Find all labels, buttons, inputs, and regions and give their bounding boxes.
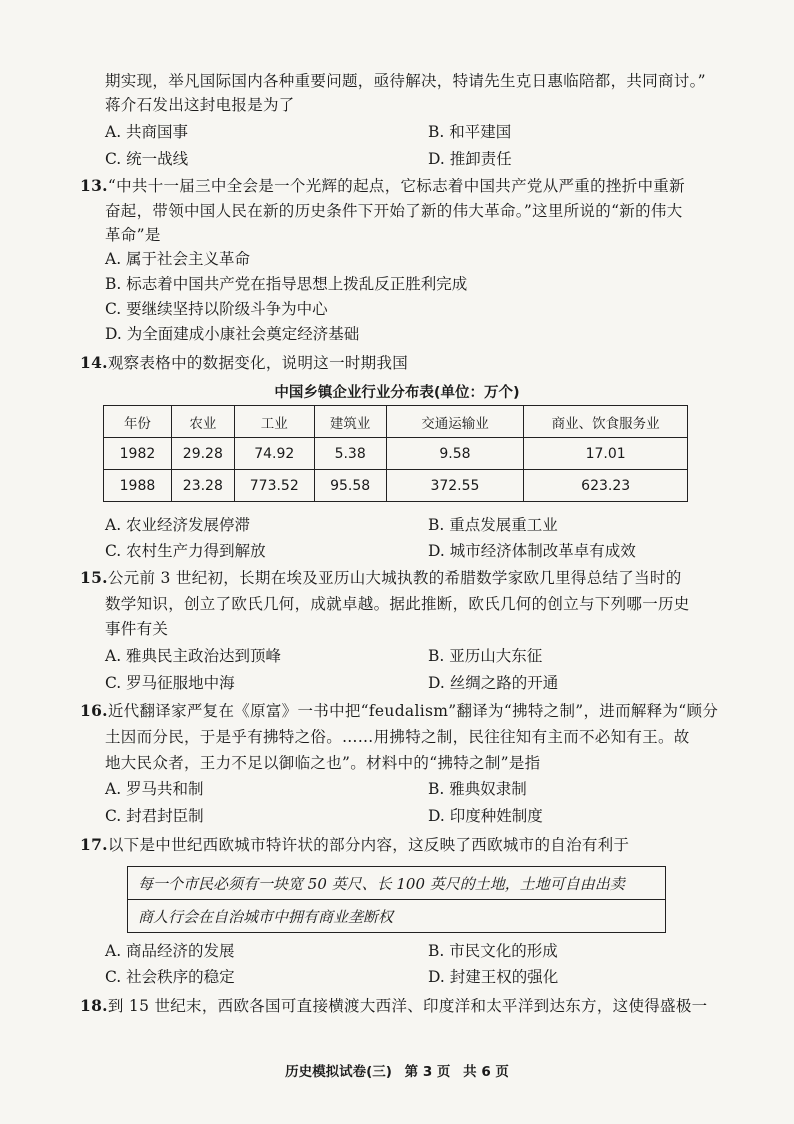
quote-row xyxy=(128,900,666,933)
q16-number: 16. xyxy=(80,701,108,720)
q14-option-c: C. 农村生产力得到解放 xyxy=(105,542,266,560)
q16-text-1: 近代翻译家严复在《原富》一书中把“feudalism”翻译为“拂特之制”，进而解释为“顾分 xyxy=(107,702,719,720)
q15-line-2: 数学知识，创立了欧氏几何，成就卓越。据此推断，欧氏几何的创立与下列哪一历史 xyxy=(105,595,690,613)
q13-option-b: B. 标志着中国共产党在指导思想上拨乱反正胜利完成 xyxy=(105,275,468,293)
q13-option-d: D. 为全面建成小康社会奠定经济基础 xyxy=(105,325,360,343)
township-enterprise-table xyxy=(103,405,688,502)
table-row xyxy=(104,438,688,470)
q17-number: 17. xyxy=(80,835,108,854)
q17-option-d: D. 封建王权的强化 xyxy=(428,968,559,986)
table-cell: 1988 xyxy=(104,470,172,502)
q17-option-a: A. 商品经济的发展 xyxy=(105,942,235,960)
q15-option-d: D. 丝绸之路的开通 xyxy=(428,674,559,692)
q16-option-c: C. 封君封臣制 xyxy=(105,807,204,825)
q14-option-d: D. 城市经济体制改革卓有成效 xyxy=(428,542,636,560)
q15-text-1: 公元前 3 世纪初，长期在埃及亚历山大城执教的希腊数学家欧几里得总结了当时的 xyxy=(107,569,682,587)
q16-option-b: B. 雅典奴隶制 xyxy=(428,780,527,798)
q15-option-a: A. 雅典民主政治达到顶峰 xyxy=(105,647,282,665)
q16-option-d: D. 印度种姓制度 xyxy=(428,807,543,825)
q14-text-1: 观察表格中的数据变化，说明这一时期我国 xyxy=(107,354,409,372)
q12-option-d: D. 推卸责任 xyxy=(428,150,512,168)
q12-line-1: 期实现，举凡国际国内各种重要问题，亟待解决，特请先生克日惠临陪都，共同商讨。” xyxy=(105,72,706,90)
table-header-row xyxy=(104,406,688,438)
q16-line-2: 土因而分民，于是乎有拂特之俗。……用拂特之制，民往往知有主而不必知有王。故 xyxy=(105,728,690,746)
q18-text-1: 到 15 世纪末，西欧各国可直接横渡大西洋、印度洋和太平洋到达东方，这使得盛极一 xyxy=(107,997,708,1015)
page-footer xyxy=(0,1060,794,1080)
q13-line-2: 奋起，带领中国人民在新的历史条件下开始了新的伟大革命。”这里所说的“新的伟大 xyxy=(105,202,683,220)
q15-option-c: C. 罗马征服地中海 xyxy=(105,674,235,692)
table-row xyxy=(104,470,688,502)
table-cell: 17.01 xyxy=(524,438,688,470)
header-agriculture: 农业 xyxy=(171,406,234,438)
header-commerce: 商业、饮食服务业 xyxy=(524,406,688,438)
q13-number: 13. xyxy=(80,176,108,195)
q15-line-1 xyxy=(80,567,682,589)
charter-quote-table xyxy=(127,866,666,933)
quote-row xyxy=(128,867,666,900)
table-cell: 623.23 xyxy=(524,470,688,502)
header-industry: 工业 xyxy=(234,406,314,438)
footer-title: 历史模拟试卷(三) xyxy=(285,1064,392,1080)
q13-text-1: “中共十一届三中全会是一个光辉的起点，它标志着中国共产党从严重的挫折中重新 xyxy=(107,177,685,195)
header-transport: 交通运输业 xyxy=(386,406,524,438)
q15-number: 15. xyxy=(80,568,108,587)
q18-number: 18. xyxy=(80,996,108,1015)
q17-option-c: C. 社会秩序的稳定 xyxy=(105,968,235,986)
q13-option-a: A. 属于社会主义革命 xyxy=(105,250,251,268)
header-construction: 建筑业 xyxy=(314,406,386,438)
q12-option-b: B. 和平建国 xyxy=(428,123,512,141)
quote-cell: 商人行会在自治城市中拥有商业垄断权 xyxy=(128,900,666,933)
q15-option-b: B. 亚历山大东征 xyxy=(428,647,543,665)
q16-line-3: 地大民众者，王力不足以御临之也”。材料中的“拂特之制”是指 xyxy=(105,754,541,772)
table-cell: 74.92 xyxy=(234,438,314,470)
q15-line-3: 事件有关 xyxy=(105,620,169,638)
q17-option-b: B. 市民文化的形成 xyxy=(428,942,558,960)
q17-line-1 xyxy=(80,834,629,856)
q13-line-3: 革命”是 xyxy=(105,226,161,244)
q12-line-2: 蒋介石发出这封电报是为了 xyxy=(105,96,295,114)
table-caption: 中国乡镇企业行业分布表(单位：万个) xyxy=(274,385,520,401)
q16-line-1 xyxy=(80,700,718,722)
table-cell: 1982 xyxy=(104,438,172,470)
q13-line-1 xyxy=(80,175,685,197)
q13-option-c: C. 要继续坚持以阶级斗争为中心 xyxy=(105,300,328,318)
q16-option-a: A. 罗马共和制 xyxy=(105,780,204,798)
quote-cell: 每一个市民必须有一块宽 50 英尺、长 100 英尺的土地，土地可自由出卖 xyxy=(128,867,666,900)
q14-number: 14. xyxy=(80,353,108,372)
header-year: 年份 xyxy=(104,406,172,438)
table-cell: 5.38 xyxy=(314,438,386,470)
table-cell: 9.58 xyxy=(386,438,524,470)
q12-option-c: C. 统一战线 xyxy=(105,150,189,168)
table-cell: 29.28 xyxy=(171,438,234,470)
table-cell: 23.28 xyxy=(171,470,234,502)
table-cell: 773.52 xyxy=(234,470,314,502)
q18-line-1 xyxy=(80,995,707,1017)
footer-total-pages: 共 6 页 xyxy=(463,1064,509,1080)
table-cell: 372.55 xyxy=(386,470,524,502)
q14-line-1 xyxy=(80,352,408,374)
q12-option-a: A. 共商国事 xyxy=(105,123,189,141)
footer-page-number: 第 3 页 xyxy=(404,1064,451,1080)
q14-option-a: A. 农业经济发展停滞 xyxy=(105,516,251,534)
q14-option-b: B. 重点发展重工业 xyxy=(428,516,558,534)
q17-text-1: 以下是中世纪西欧城市特许状的部分内容，这反映了西欧城市的自治有利于 xyxy=(107,836,630,854)
table-cell: 95.58 xyxy=(314,470,386,502)
